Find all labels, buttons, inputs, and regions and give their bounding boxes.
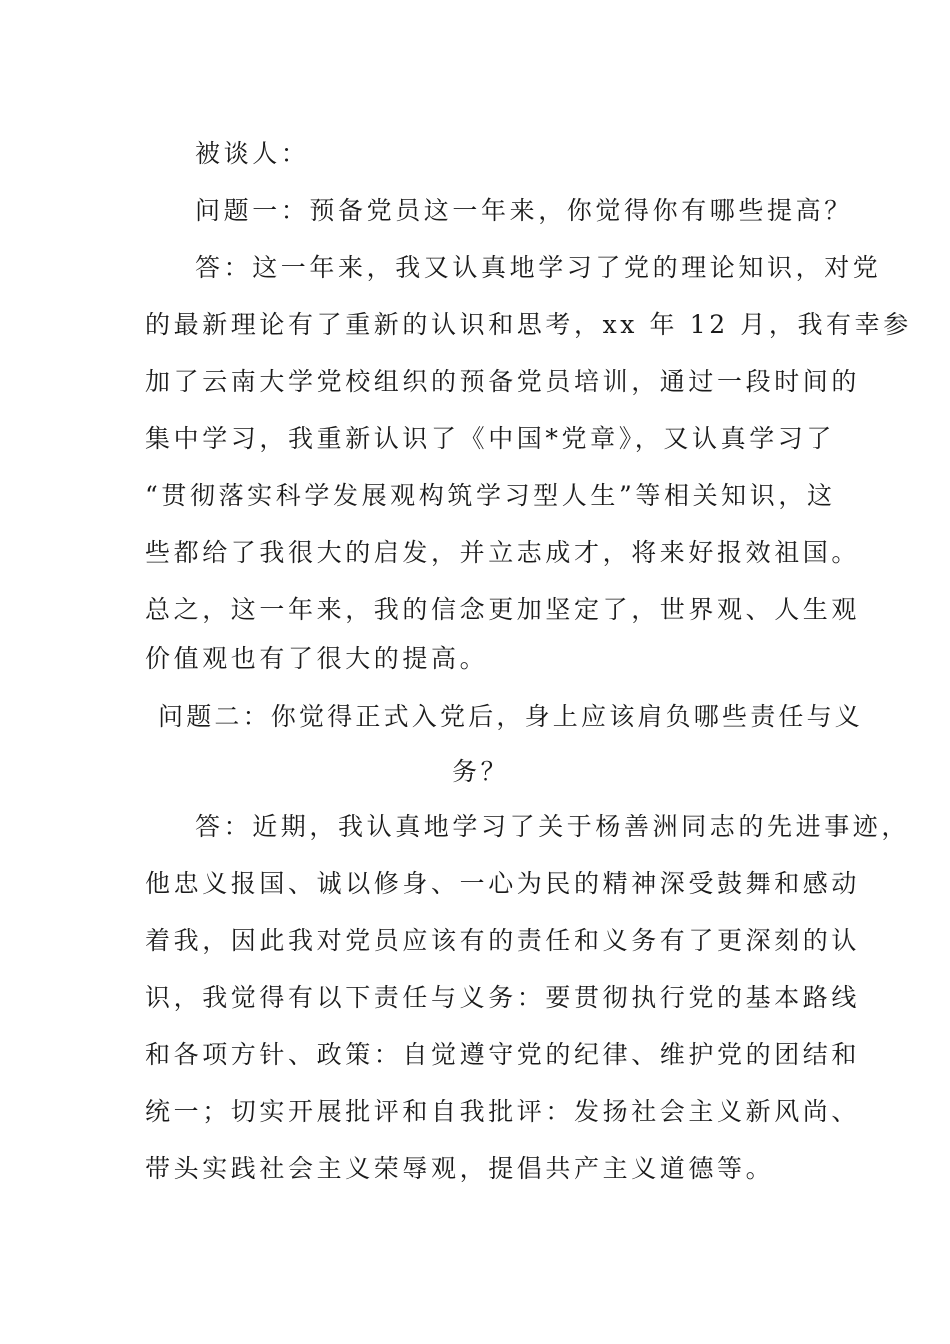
answer-one-line: 加了云南大学党校组织的预备党员培训，通过一段时间的 bbox=[145, 367, 861, 396]
question-two-line: 问题二：你觉得正式入党后，身上应该肩负哪些责任与义 bbox=[158, 702, 864, 731]
answer-one-line: 价值观也有了很大的提高。 bbox=[145, 644, 489, 673]
question-two-line: 务？ bbox=[452, 757, 510, 786]
answer-one-line: 答：这一年来，我又认真地学习了党的理论知识，对党 bbox=[195, 253, 882, 282]
answer-one-line: 集中学习，我重新认识了《中国*党章》，又认真学习了 bbox=[145, 424, 836, 453]
answer-two-line: 统一；切实开展批评和自我批评：发扬社会主义新风尚、 bbox=[145, 1097, 861, 1126]
interviewee-label: 被谈人： bbox=[195, 139, 310, 168]
answer-two-line: 着我，因此我对党员应该有的责任和义务有了更深刻的认 bbox=[145, 926, 861, 955]
question-one: 问题一：预备党员这一年来，你觉得你有哪些提高？ bbox=[195, 196, 853, 225]
answer-two-line: 识，我觉得有以下责任与义务：要贯彻执行党的基本路线 bbox=[145, 983, 861, 1012]
answer-one-line: “贯彻落实科学发展观构筑学习型人生”等相关知识，这 bbox=[145, 481, 836, 510]
answer-two-line: 他忠义报国、诚以修身、一心为民的精神深受鼓舞和感动 bbox=[145, 869, 861, 898]
answer-one-line: 总之，这一年来，我的信念更加坚定了，世界观、人生观 bbox=[145, 595, 861, 624]
answer-two-line: 答：近期，我认真地学习了关于杨善洲同志的先进事迹， bbox=[195, 812, 911, 841]
answer-two-line: 和各项方针、政策：自觉遵守党的纪律、维护党的团结和 bbox=[145, 1040, 861, 1069]
answer-one-line: 些都给了我很大的启发，并立志成才，将来好报效祖国。 bbox=[145, 538, 861, 567]
answer-one-line: 的最新理论有了重新的认识和思考，xx 年 12 月，我有幸参 bbox=[145, 310, 912, 339]
answer-two-line: 带头实践社会主义荣辱观，提倡共产主义道德等。 bbox=[145, 1154, 775, 1183]
